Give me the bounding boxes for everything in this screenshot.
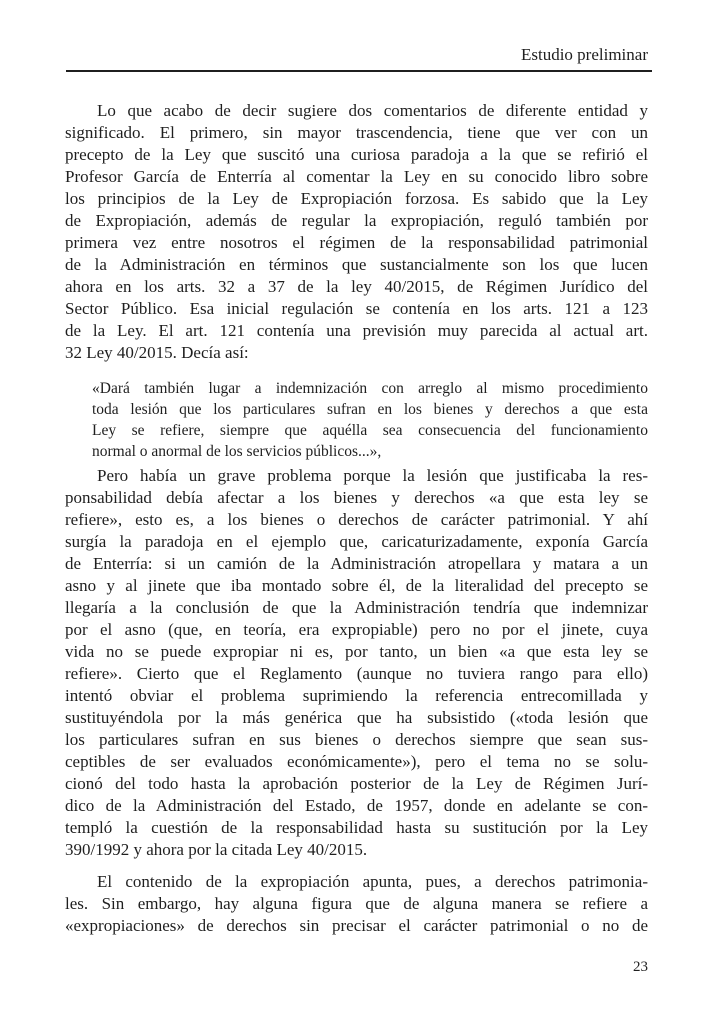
text-line: El contenido de la expropiación apunta, pues, a derechos patrimonia- xyxy=(97,872,648,891)
page-number: 23 xyxy=(633,959,648,975)
text-line: precepto de la Ley que suscitó una curiosa paradoja a la que se refirió el xyxy=(65,145,648,164)
block-quote xyxy=(65,378,648,462)
text-line: los particulares sufran en sus bienes o derechos siempre que sean sus- xyxy=(65,730,648,749)
text-line: ponsabilidad debía afectar a los bienes y derechos «a que esta ley se xyxy=(65,488,648,507)
text-line: refiere», esto es, a los bienes o derechos de carácter patrimonial. Y ahí xyxy=(65,510,648,529)
text-line: de la Ley. El art. 121 contenía una previsión muy parecida al actual art. xyxy=(65,321,648,340)
text-line: vida no se puede expropiar ni es, por tanto, un bien «a que esta ley se xyxy=(65,642,648,661)
text-line: cionó del todo hasta la aprobación posterior de la Ley de Régimen Jurí- xyxy=(65,774,648,793)
text-line: Ley se refiere, siempre que aquélla sea consecuencia del funcionamiento xyxy=(92,422,648,439)
text-line: Profesor García de Enterría al comentar la Ley en su conocido libro sobre xyxy=(65,167,648,186)
paragraph xyxy=(65,100,648,364)
text-line: les. Sin embargo, hay alguna figura que de alguna manera se refiere a xyxy=(65,894,648,913)
running-header: Estudio preliminar xyxy=(520,45,648,64)
text-line: de Enterría: si un camión de la Administración atropellara y matara a un xyxy=(65,554,648,573)
text-line: Pero había un grave problema porque la lesión que justificaba la res- xyxy=(97,466,648,485)
header-rule xyxy=(66,70,652,72)
text-line: los principios de la Ley de Expropiación forzosa. Es sabido que la Ley xyxy=(65,189,648,208)
text-line: de Expropiación, además de regular la expropiación, reguló también por xyxy=(65,211,648,230)
text-line: llegaría a la conclusión de que la Administración tendría que indemnizar xyxy=(65,598,648,617)
text-line: Lo que acabo de decir sugiere dos comentarios de diferente entidad y xyxy=(97,101,648,120)
text-line: toda lesión que los particulares sufran en los bienes y derechos a que esta xyxy=(92,401,648,418)
text-line: 390/1992 y ahora por la citada Ley 40/2015. xyxy=(65,840,368,859)
paragraph xyxy=(65,871,648,937)
text-line: refiere». Cierto que el Reglamento (aunque no tuviera rango para ello) xyxy=(65,664,648,683)
text-line: 32 Ley 40/2015. Decía así: xyxy=(65,343,249,362)
text-line: «Dará también lugar a indemnización con arreglo al mismo procedimiento xyxy=(92,380,648,397)
text-line: por el asno (que, en teoría, era expropiable) pero no por el jinete, cuya xyxy=(65,620,648,639)
text-line: dico de la Administración del Estado, de 1957, donde en adelante se con- xyxy=(65,796,648,815)
page-text xyxy=(65,100,648,937)
text-line: asno y al jinete que iba montado sobre él, de la literalidad del precepto se xyxy=(65,576,648,595)
text-line: ceptibles de ser evaluados económicamente»), pero el tema no se solu- xyxy=(65,752,648,771)
text-line: ahora en los arts. 32 a 37 de la ley 40/2015, de Régimen Jurídico del xyxy=(65,277,648,296)
text-line: de la Administración en términos que sustancialmente son los que lucen xyxy=(65,255,648,274)
text-line: primera vez entre nosotros el régimen de la responsabilidad patrimonial xyxy=(65,233,648,252)
text-line: «expropiaciones» de derechos sin precisar el carácter patrimonial o no de xyxy=(65,916,648,935)
paragraph xyxy=(65,465,648,861)
text-line: significado. El primero, sin mayor trascendencia, tiene que ver con un xyxy=(65,123,648,142)
text-line: normal o anormal de los servicios públicos...», xyxy=(92,443,382,460)
text-line: templó la cuestión de la responsabilidad hasta su sustitución por la Ley xyxy=(65,818,648,837)
text-line: sustituyéndola por la más genérica que ha subsistido («toda lesión que xyxy=(65,708,648,727)
text-line: Sector Público. Esa inicial regulación se contenía en los arts. 121 a 123 xyxy=(65,299,648,318)
text-line: surgía la paradoja en el ejemplo que, caricaturizadamente, exponía García xyxy=(65,532,648,551)
text-line: intentó obviar el problema suprimiendo la referencia entrecomillada y xyxy=(65,686,648,705)
